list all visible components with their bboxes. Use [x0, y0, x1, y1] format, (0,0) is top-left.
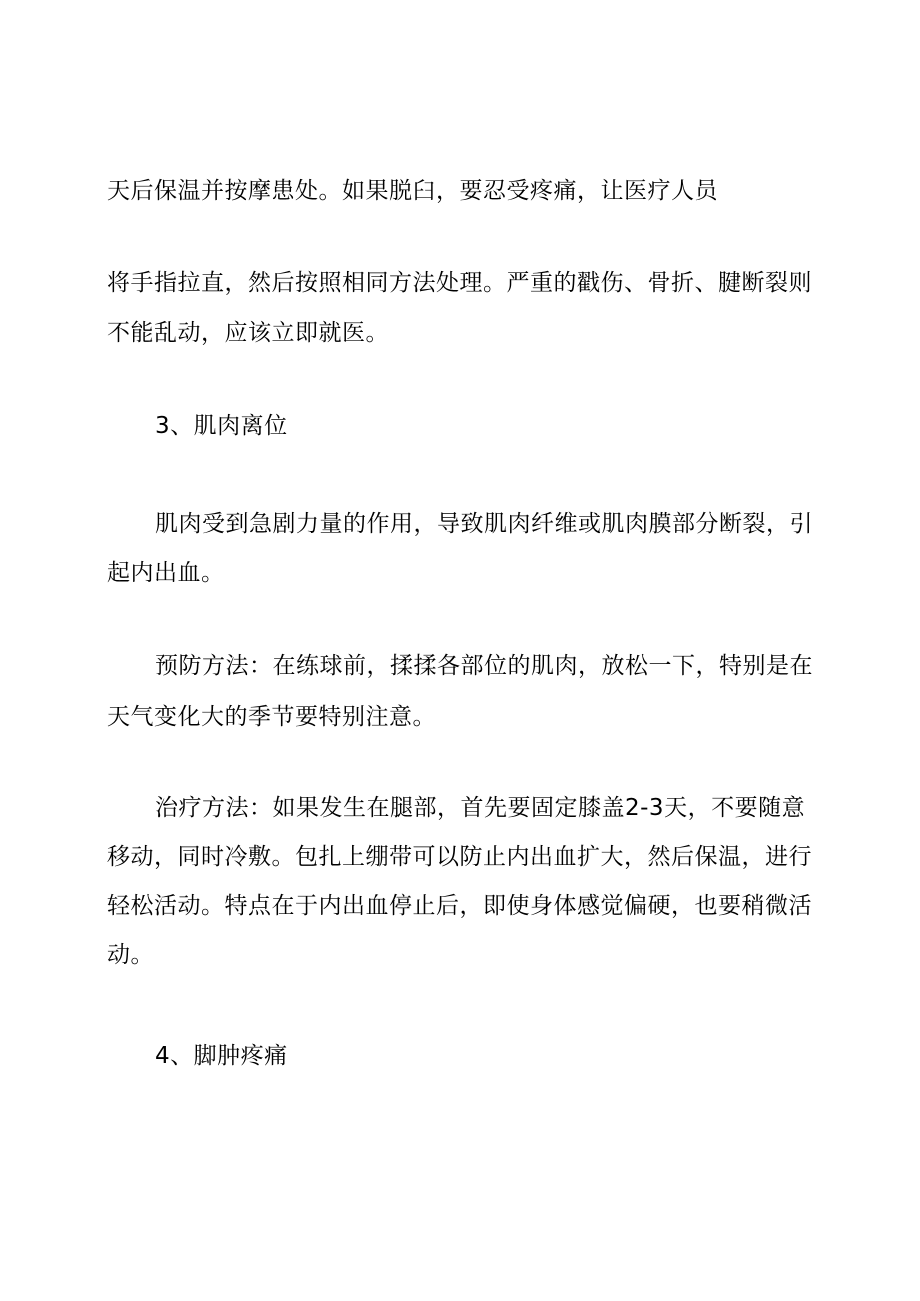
- body-text-line: 不能乱动，应该立即就医。: [107, 320, 389, 346]
- section-heading: 4、脚肿疼痛: [155, 1043, 288, 1069]
- body-text-line: 起内出血。: [107, 560, 225, 586]
- section-heading: 3、肌肉离位: [155, 413, 288, 439]
- body-text-line: 将手指拉直，然后按照相同方法处理。严重的戳伤、骨折、腱断裂则: [107, 270, 812, 296]
- paragraph-first-line: 肌肉受到急剧力量的作用，导致肌肉纤维或肌肉膜部分断裂，引: [155, 511, 813, 537]
- body-text-line: 天气变化大的季节要特别注意。: [107, 704, 436, 730]
- body-text-line: 天后保温并按摩患处。如果脱臼，要忍受疼痛，让医疗人员: [107, 178, 718, 204]
- body-text-line: 动。: [107, 942, 154, 968]
- body-text-line: 轻松活动。特点在于内出血停止后，即使身体感觉偏硬，也要稍微活: [107, 893, 812, 919]
- paragraph-first-line: 治疗方法：如果发生在腿部，首先要固定膝盖2-3天，不要随意: [155, 795, 806, 821]
- body-text-line: 移动，同时冷敷。包扎上绷带可以防止内出血扩大，然后保温，进行: [107, 844, 812, 870]
- paragraph-first-line: 预防方法：在练球前，揉揉各部位的肌肉，放松一下，特别是在: [155, 653, 813, 679]
